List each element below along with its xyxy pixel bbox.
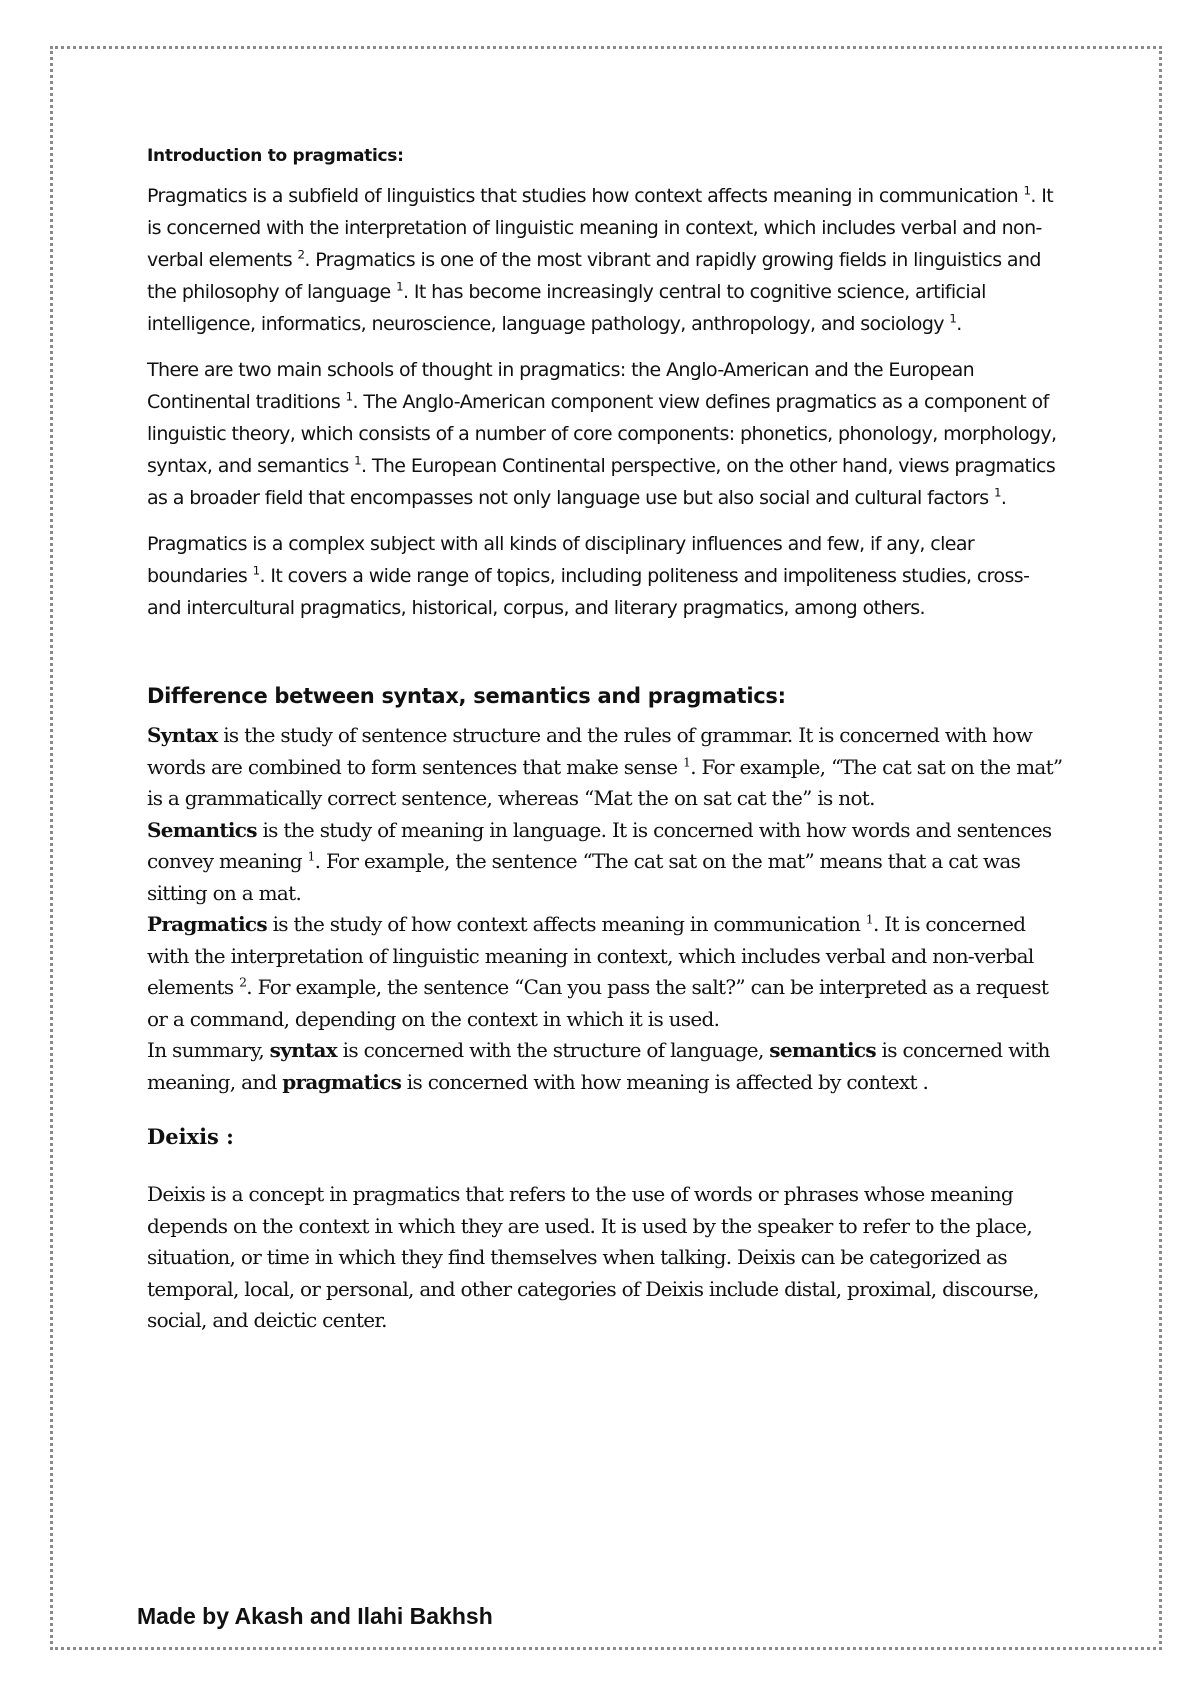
intro-paragraph-2	[147, 354, 1067, 514]
bold-term: Syntax	[147, 723, 218, 747]
footnote-ref: 1	[1023, 183, 1031, 198]
text-run: . For example, the sentence “Can you pass the salt?” can be interpreted as a request or a command, depending on the context in which it is used.	[147, 975, 1049, 1031]
semantics-paragraph	[147, 815, 1067, 910]
text-run: Pragmatics is a subfield of linguistics that studies how context affects meaning in communication	[147, 185, 1024, 207]
pragmatics-paragraph	[147, 909, 1067, 1035]
text-run: is the study of meaning in language. It is concerned with how words and sentences convey meaning	[147, 817, 1052, 873]
text-run: . For example, the sentence “The cat sat on the mat” means that a cat was sitting on a mat.	[147, 849, 1021, 905]
bold-term: Semantics	[147, 817, 257, 842]
bold-term: syntax	[269, 1038, 337, 1062]
text-run: . It is concerned with the interpretation of linguistic meaning in context, which includes verbal and non-verbal elements	[147, 185, 1054, 271]
text-run: is the study of sentence structure and the rules of grammar. It is concerned with how words are combined to form sentences that make sense	[147, 723, 1033, 779]
text-run: is the study of how context affects meaning in communication	[266, 912, 866, 936]
text-run: is concerned with the structure of language,	[337, 1038, 770, 1062]
author-credit: Made by Akash and Ilahi Bakhsh	[137, 1603, 493, 1629]
footnote-ref: 1	[683, 753, 691, 769]
footnote-ref: 1	[993, 485, 1001, 500]
text-run: . The Anglo-American component view defines pragmatics as a component of linguistic theory, which consists of a number of core components: phonetics, phonology, morphology, syntax, and semantics	[147, 391, 1057, 477]
text-run: In summary,	[147, 1038, 270, 1062]
text-run: . It is concerned with the interpretation of linguistic meaning in context, which includes verbal and non-verbal elements	[147, 912, 1034, 999]
text-run: .	[1000, 487, 1007, 509]
difference-heading: Difference between syntax, semantics and pragmatics:	[147, 684, 786, 708]
text-run: . It has become increasingly central to cognitive science, artificial intelligence, informatics, neuroscience, language pathology, anthropology, and sociology	[147, 281, 986, 335]
intro-heading: Introduction to pragmatics:	[147, 146, 404, 166]
intro-paragraph-1	[147, 180, 1067, 340]
text-run: . It covers a wide range of topics, including politeness and impoliteness studies, cross- and intercultural pragmatics, historical, corpus, and literary pragmatics, among others.	[147, 565, 1030, 619]
deixis-paragraph: Deixis is a concept in pragmatics that refers to the use of words or phrases whose meaning depends on the context in which they are used. It is used by the speaker to refer to the place, situation, or time in which they find themselves when talking. Deixis can be categorized as temporal, local, or personal, and other categories of Deixis include distal, proximal, discourse, social, and deictic center.	[147, 1182, 1039, 1332]
deixis-heading: Deixis :	[147, 1124, 234, 1149]
bold-term: semantics	[769, 1038, 876, 1062]
document-body	[147, 140, 1067, 1337]
text-run: is concerned with meaning, and	[147, 1038, 1050, 1094]
bold-term: pragmatics	[282, 1069, 402, 1094]
text-run: .	[956, 313, 962, 335]
text-run: There are two main schools of thought in pragmatics: the Anglo-American and the European Continental traditions	[147, 359, 975, 413]
footnote-ref: 1	[396, 279, 403, 294]
footnote-ref: 1	[865, 911, 873, 927]
footnote-ref: 1	[949, 311, 957, 326]
text-run: . For example, “The cat sat on the mat” is a grammatically correct sentence, whereas “Mat the on sat cat the” is not.	[147, 754, 1063, 810]
text-run: . The European Continental perspective, on the other hand, views pragmatics as a broader field that encompasses not only language use but also social and cultural factors	[147, 455, 1056, 509]
bold-term: Pragmatics	[147, 912, 267, 936]
text-run: . Pragmatics is one of the most vibrant and rapidly growing fields in linguistics and the philosophy of language	[147, 249, 1041, 303]
text-run: is concerned with how meaning is affected by context .	[401, 1069, 929, 1094]
footnote-ref: 1	[252, 563, 260, 578]
text-run: Pragmatics is a complex subject with all kinds of disciplinary influences and few, if any, clear boundaries	[147, 533, 975, 587]
footnote-ref: 1	[307, 848, 315, 864]
intro-paragraph-3	[147, 528, 1067, 624]
footnote-ref: 2	[239, 974, 247, 990]
footnote-ref: 1	[345, 389, 353, 404]
footnote-ref: 2	[297, 247, 305, 262]
summary-paragraph	[147, 1035, 1067, 1098]
syntax-paragraph	[147, 720, 1067, 815]
footnote-ref: 1	[354, 453, 361, 468]
